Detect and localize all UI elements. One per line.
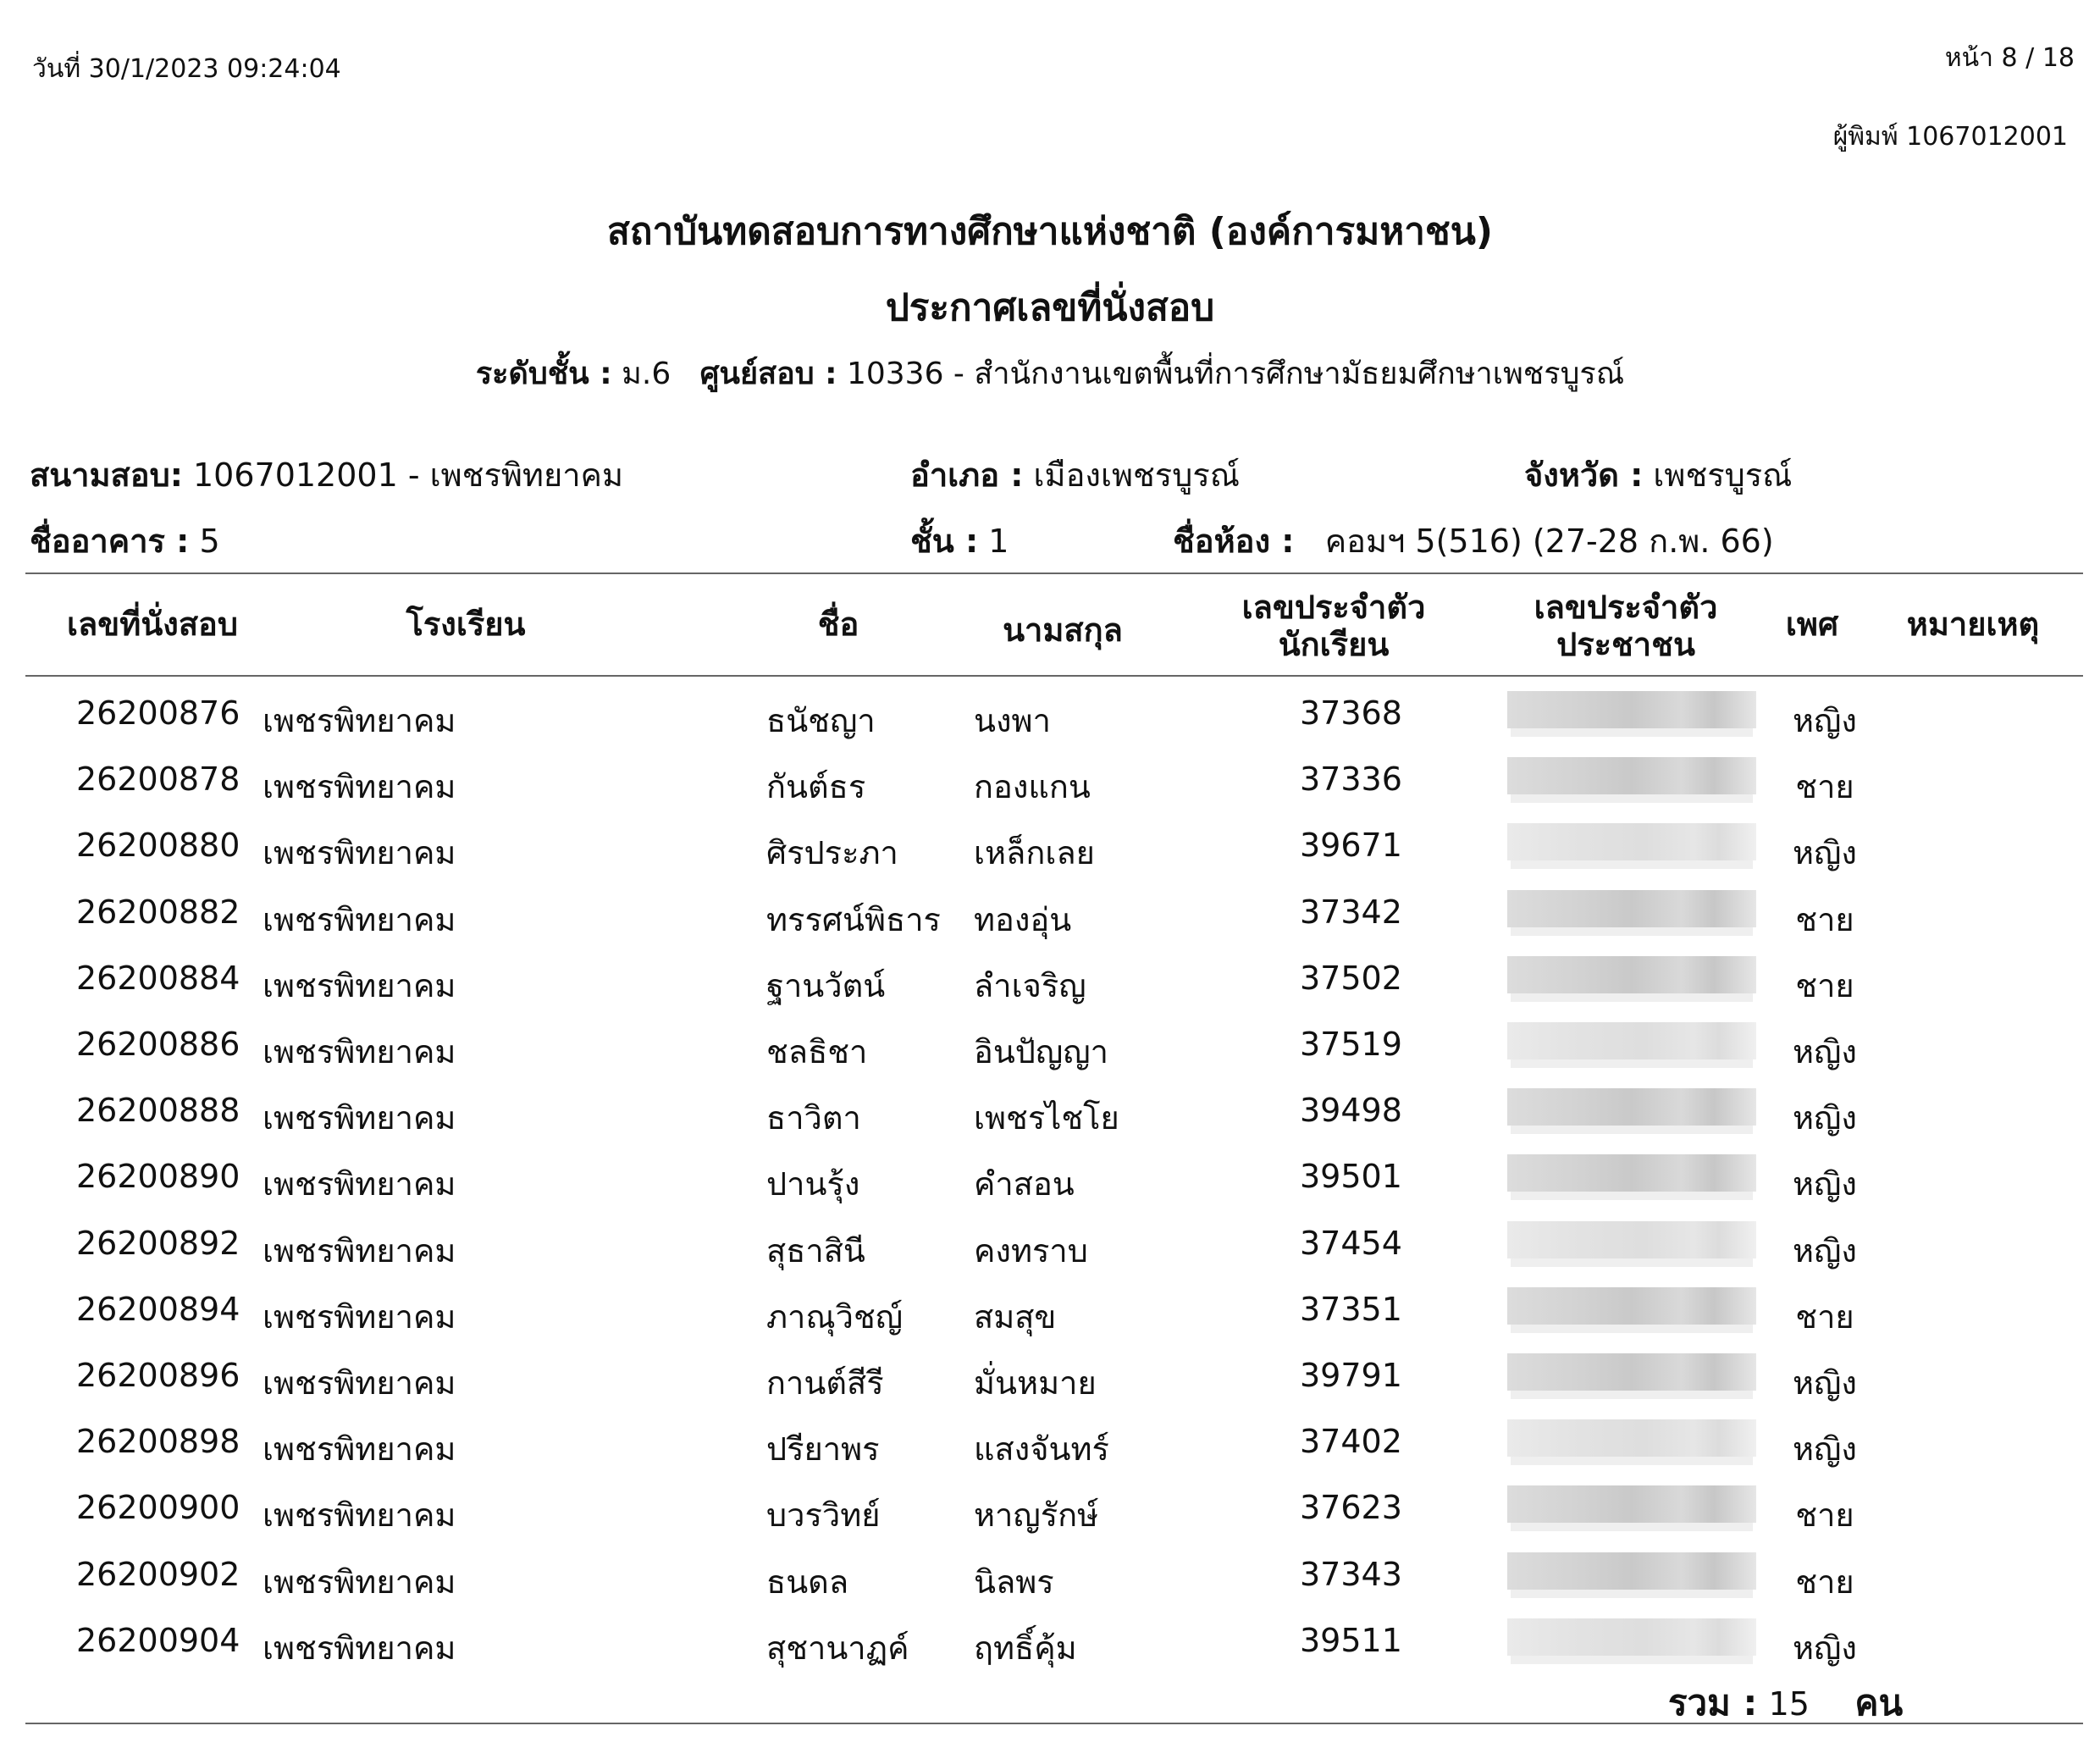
floor-value: 1 <box>988 523 1009 560</box>
col-header-first-name: ชื่อ <box>817 606 859 643</box>
student-id: 37343 <box>1300 1555 1402 1593</box>
school-name: เพชรพิทยาคม <box>262 900 456 938</box>
last-name: นงพา <box>974 702 1051 739</box>
center-value: 10336 - สำนักงานเขตพื้นที่การศึกษามัธยมศึกษาเพชรบูรณ์ <box>846 357 1625 391</box>
col-header-student-id-line1: เลขประจำตัว <box>1241 589 1426 626</box>
province-info <box>1524 449 1792 501</box>
student-id: 39501 <box>1300 1158 1402 1196</box>
table-row <box>0 1411 2100 1477</box>
first-name: กานต์สีรี <box>766 1364 884 1402</box>
org-title: สถาบันทดสอบการทางศึกษาแห่งชาติ (องค์การมหาชน) <box>607 210 1493 253</box>
seat-number: 26200886 <box>76 1026 240 1063</box>
seat-number: 26200900 <box>76 1489 240 1527</box>
col-header-remark: หมายเหตุ <box>1906 606 2040 643</box>
building-value: 5 <box>199 523 220 560</box>
redacted-citizen-id <box>1507 890 1756 927</box>
level-label: ระดับชั้น : <box>475 357 612 391</box>
print-date: วันที่ 30/1/2023 09:24:04 <box>32 54 341 84</box>
school-name: เพชรพิทยาคม <box>262 966 456 1004</box>
province-label: จังหวัด : <box>1524 456 1644 494</box>
first-name: ธนัชญา <box>766 702 876 739</box>
gender: หญิง <box>1793 1165 1857 1203</box>
redacted-citizen-id <box>1507 1022 1756 1059</box>
col-header-citizen-id-line2: ประชาชน <box>1556 626 1695 663</box>
floor-label: ชั้น : <box>910 523 979 560</box>
first-name: ธนดล <box>766 1563 849 1601</box>
redacted-citizen-id <box>1507 1088 1756 1126</box>
last-name: เพชรไชโย <box>974 1099 1119 1137</box>
table-header-rule <box>25 675 2083 677</box>
last-name: เหล็กเลย <box>974 834 1095 872</box>
first-name: ฐานวัตน์ <box>766 966 886 1004</box>
venue-label: สนามสอบ: <box>30 456 183 494</box>
student-id: 37454 <box>1300 1224 1402 1262</box>
redacted-citizen-id <box>1507 1353 1756 1391</box>
level-center-line <box>0 349 2100 397</box>
last-name: ฤทธิ์คุ้ม <box>974 1629 1077 1667</box>
student-id: 37519 <box>1300 1026 1402 1063</box>
seat-number: 26200888 <box>76 1092 240 1130</box>
col-header-citizen-id-line1: เลขประจำตัว <box>1534 589 1718 626</box>
col-header-seat: เลขที่นั่งสอบ <box>67 606 238 643</box>
student-id: 39498 <box>1300 1092 1402 1130</box>
last-name: ลำเจริญ <box>974 966 1086 1004</box>
table-row <box>0 1279 2100 1345</box>
building-info <box>30 515 220 567</box>
last-name: นิลพร <box>974 1563 1054 1601</box>
province-value: เพชรบูรณ์ <box>1653 456 1793 494</box>
table-row <box>0 1213 2100 1279</box>
student-id: 37402 <box>1300 1423 1402 1461</box>
school-name: เพชรพิทยาคม <box>262 702 456 739</box>
redacted-citizen-id <box>1507 1419 1756 1457</box>
table-row <box>0 1544 2100 1610</box>
last-name: คงทราบ <box>974 1231 1088 1270</box>
gender: หญิง <box>1793 834 1857 872</box>
table-row <box>0 1080 2100 1146</box>
gender: ชาย <box>1795 1563 1854 1601</box>
gender: ชาย <box>1795 1297 1854 1336</box>
table-row <box>0 815 2100 881</box>
school-name: เพชรพิทยาคม <box>262 1364 456 1402</box>
level-value: ม.6 <box>622 357 671 391</box>
seat-number: 26200904 <box>76 1621 240 1659</box>
col-header-last-name: นามสกุล <box>1003 611 1123 649</box>
student-id: 39791 <box>1300 1357 1402 1394</box>
school-name: เพชรพิทยาคม <box>262 1297 456 1336</box>
student-id: 37623 <box>1300 1489 1402 1527</box>
first-name: สุธาสินี <box>766 1231 865 1270</box>
table-row <box>0 749 2100 815</box>
table-row <box>0 882 2100 948</box>
seat-number: 26200892 <box>76 1224 240 1262</box>
gender: หญิง <box>1793 1231 1857 1270</box>
total-value: 15 <box>1768 1685 1810 1723</box>
school-name: เพชรพิทยาคม <box>262 1563 456 1601</box>
student-id: 37342 <box>1300 893 1402 931</box>
district-label: อำเภอ : <box>910 456 1024 494</box>
venue-info <box>30 449 623 501</box>
page-number: หน้า 8 / 18 <box>1944 43 2075 73</box>
seat-number: 26200896 <box>76 1357 240 1394</box>
seat-number: 26200876 <box>76 694 240 732</box>
district-value: เมืองเพชรบูรณ์ <box>1033 456 1240 494</box>
redacted-citizen-id <box>1507 1287 1756 1325</box>
school-name: เพชรพิทยาคม <box>262 1231 456 1270</box>
total-unit: คน <box>1854 1682 1904 1723</box>
first-name: กันต์ธร <box>766 768 866 806</box>
seat-number: 26200894 <box>76 1290 240 1328</box>
school-name: เพชรพิทยาคม <box>262 834 456 872</box>
venue-value: 1067012001 - เพชรพิทยาคม <box>192 456 624 494</box>
school-name: เพชรพิทยาคม <box>262 1496 456 1535</box>
student-id: 37502 <box>1300 959 1402 997</box>
redacted-citizen-id <box>1507 757 1756 794</box>
school-name: เพชรพิทยาคม <box>262 768 456 806</box>
last-name: อินปัญญา <box>974 1033 1109 1070</box>
school-name: เพชรพิทยาคม <box>262 1099 456 1137</box>
first-name: ศิรประภา <box>766 834 898 872</box>
first-name: บวรวิทย์ <box>766 1496 881 1535</box>
seat-number: 26200902 <box>76 1555 240 1593</box>
gender: ชาย <box>1795 768 1854 806</box>
col-header-citizen-id <box>1511 589 1740 663</box>
gender: ชาย <box>1795 1496 1854 1535</box>
last-name: สมสุข <box>974 1297 1057 1336</box>
school-name: เพชรพิทยาคม <box>262 1165 456 1203</box>
redacted-citizen-id <box>1507 1552 1756 1590</box>
room-value: คอมฯ 5(516) (27-28 ก.พ. 66) <box>1324 523 1774 560</box>
last-name: คำสอน <box>974 1165 1075 1203</box>
first-name: สุชานาฏค์ <box>766 1629 909 1667</box>
announcement-title: ประกาศเลขที่นั่งสอบ <box>885 286 1215 329</box>
seat-number: 26200898 <box>76 1423 240 1461</box>
table-row <box>0 1477 2100 1543</box>
gender: หญิง <box>1793 1364 1857 1402</box>
redacted-citizen-id <box>1507 1618 1756 1656</box>
redacted-citizen-id <box>1507 691 1756 728</box>
table-bottom-rule <box>25 1723 2083 1724</box>
redacted-citizen-id <box>1507 1154 1756 1192</box>
last-name: กองแกน <box>974 768 1091 806</box>
school-name: เพชรพิทยาคม <box>262 1629 456 1667</box>
district-info <box>910 449 1240 501</box>
first-name: ปานรุ้ง <box>766 1165 860 1203</box>
redacted-citizen-id <box>1507 956 1756 993</box>
last-name: มั่นหมาย <box>974 1364 1097 1402</box>
gender: หญิง <box>1793 702 1857 739</box>
col-header-gender: เพศ <box>1785 606 1839 643</box>
school-name: เพชรพิทยาคม <box>262 1430 456 1469</box>
student-id: 39671 <box>1300 827 1402 865</box>
table-row <box>0 1345 2100 1411</box>
building-label: ชื่ออาคาร : <box>30 523 190 560</box>
table-row <box>0 1146 2100 1212</box>
table-top-rule <box>25 573 2083 574</box>
redacted-citizen-id <box>1507 823 1756 860</box>
gender: ชาย <box>1795 966 1854 1004</box>
redacted-citizen-id <box>1507 1485 1756 1523</box>
student-id: 37351 <box>1300 1290 1402 1328</box>
seat-number: 26200884 <box>76 959 240 997</box>
gender: ชาย <box>1795 900 1854 938</box>
center-label: ศูนย์สอบ : <box>699 357 837 391</box>
first-name: ปรียาพร <box>766 1430 880 1469</box>
table-row <box>0 1610 2100 1676</box>
student-id: 37336 <box>1300 761 1402 799</box>
col-header-student-id <box>1219 589 1448 663</box>
first-name: ธาวิตา <box>766 1099 861 1137</box>
last-name: แสงจันทร์ <box>974 1430 1109 1469</box>
total-label: รวม : <box>1668 1682 1758 1723</box>
seat-number: 26200882 <box>76 893 240 931</box>
room-info <box>1173 515 1774 567</box>
table-row <box>0 683 2100 749</box>
seat-number: 26200880 <box>76 827 240 865</box>
col-header-school: โรงเรียน <box>406 606 526 643</box>
seat-number: 26200878 <box>76 761 240 799</box>
redacted-citizen-id <box>1507 1221 1756 1258</box>
table-row <box>0 1014 2100 1080</box>
printer-id: ผู้พิมพ์ 1067012001 <box>1832 122 2068 152</box>
floor-info <box>910 515 1009 567</box>
first-name: ชลธิชา <box>766 1033 868 1070</box>
gender: หญิง <box>1793 1099 1857 1137</box>
first-name: ทรรศน์พิธาร <box>766 900 941 938</box>
gender: หญิง <box>1793 1430 1857 1469</box>
first-name: ภาณุวิชญ์ <box>766 1297 904 1336</box>
room-label: ชื่อห้อง : <box>1173 523 1295 560</box>
gender: หญิง <box>1793 1033 1857 1070</box>
student-id: 37368 <box>1300 694 1402 732</box>
seat-number: 26200890 <box>76 1158 240 1196</box>
gender: หญิง <box>1793 1629 1857 1667</box>
last-name: ทองอุ่น <box>974 900 1072 938</box>
table-row <box>0 948 2100 1014</box>
last-name: หาญรักษ์ <box>974 1496 1099 1535</box>
col-header-student-id-line2: นักเรียน <box>1278 626 1390 663</box>
school-name: เพชรพิทยาคม <box>262 1033 456 1070</box>
student-id: 39511 <box>1300 1621 1402 1659</box>
